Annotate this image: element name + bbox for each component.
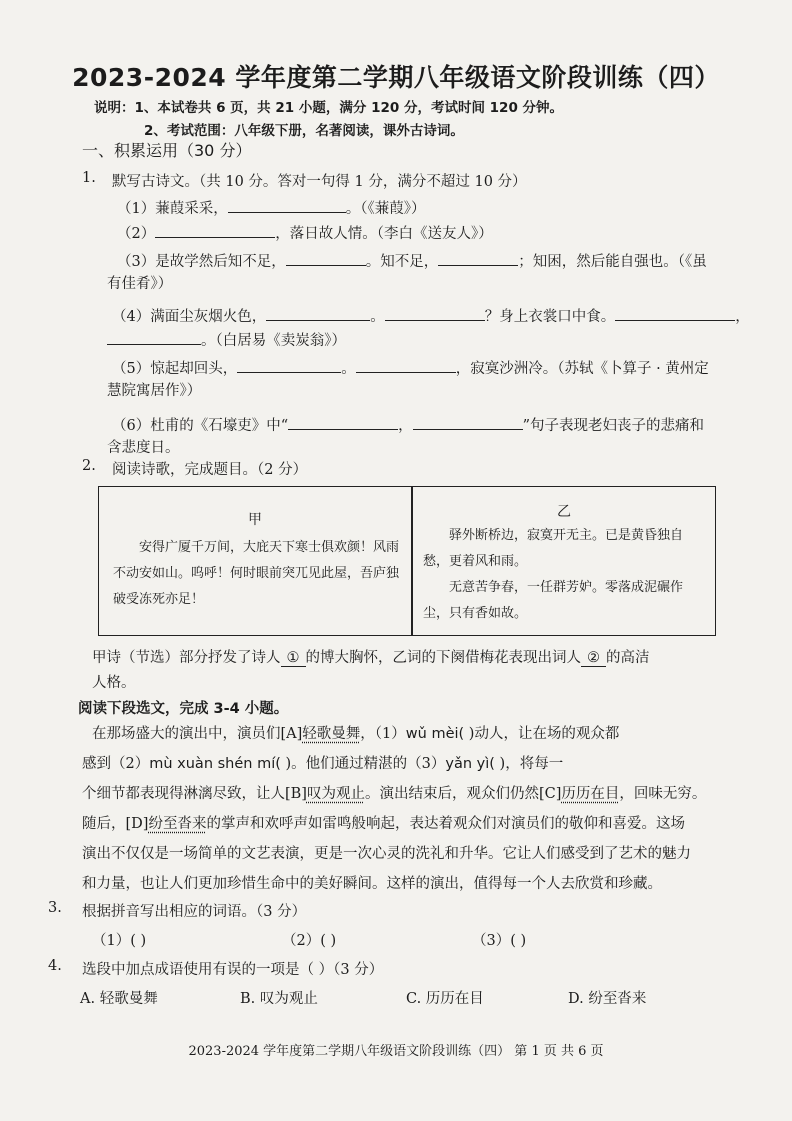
q1-item-6-cont: 含悲度日。	[107, 440, 180, 456]
poem-yi-text-2: 无意苦争春，一任群芳妒。零落成泥碾作尘，只有香如故。	[423, 580, 684, 621]
section-heading-1: 一、积累运用（30 分）	[82, 141, 252, 160]
answer-blank[interactable]	[385, 306, 485, 321]
poem-jia-label: 甲	[248, 512, 262, 528]
answer-blank[interactable]	[356, 358, 456, 373]
question-number-2: 2.	[82, 458, 96, 474]
q3-answer-1[interactable]: （1）( )	[92, 933, 147, 949]
question-number-4: 4.	[48, 958, 62, 974]
passage-heading: 阅读下段选文，完成 3-4 小题。	[78, 701, 289, 717]
q1-item-4-cont: 。（白居易《卖炭翁》）	[107, 329, 346, 350]
question-number-1: 1.	[82, 170, 96, 186]
q1-item-1: （1）蒹葭采采， 。（《蒹葭》）	[117, 197, 425, 218]
poem-yi-text-1: 驿外断桥边，寂寞开无主。已是黄昏独自愁，更着风和雨。	[423, 528, 684, 569]
poem-yi	[413, 487, 715, 635]
answer-blank[interactable]	[237, 358, 341, 373]
answer-blank-1[interactable]: ①	[281, 650, 306, 667]
question-3-stem: 根据拼音写出相应的词语。（3 分）	[82, 904, 307, 920]
q4-option-b[interactable]: B. 叹为观止	[240, 991, 318, 1007]
answer-blank[interactable]	[155, 223, 275, 238]
passage-line-5: 演出不仅仅是一场简单的文艺表演，更是一次心灵的洗礼和升华。它让人们感受到了艺术的魅力	[82, 846, 691, 862]
q1-item-5: （5）惊起却回头， 。 ，寂寞沙洲冷。（苏轼《卜算子 · 黄州定	[112, 357, 709, 378]
exam-title: 2023-2024 学年度第二学期八年级语文阶段训练（四）	[72, 63, 720, 92]
poem-table	[98, 486, 716, 636]
q2-prompt: 甲诗（节选）部分抒发了诗人 ① 的博大胸怀，乙词的下阕借梅花表现出词人 ② 的高洁	[92, 650, 650, 666]
answer-blank[interactable]	[266, 306, 370, 321]
q1-item-4: （4）满面尘灰烟火色， 。 ？身上衣裳口中食。 ，	[112, 305, 750, 326]
passage-line-2: 感到（2）mù xuàn shén mí( )。他们通过精湛的（3）yǎn yì( )，将每一	[82, 756, 564, 772]
q1-item-6: （6）杜甫的《石壕吏》中“ ， ”句子表现老妇丧子的悲痛和	[112, 414, 704, 435]
q1-item-3: （3）是故学然后知不足， 。知不足， ；知困，然后能自强也。（《虽	[117, 250, 707, 271]
answer-blank[interactable]	[438, 251, 518, 266]
q3-answer-3[interactable]: （3）( )	[472, 933, 527, 949]
question-1-stem: 默写古诗文。（共 10 分。答对一句得 1 分，满分不超过 10 分）	[112, 174, 527, 190]
question-4-stem: 选段中加点成语使用有误的一项是（ ）（3 分）	[82, 962, 384, 978]
answer-blank[interactable]	[107, 330, 201, 345]
page-footer: 2023-2024 学年度第二学期八年级语文阶段训练（四） 第 1 页 共 6 页	[188, 1044, 604, 1059]
instructions-line-2: 2、考试范围：八年级下册，名著阅读，课外古诗词。	[144, 123, 464, 139]
passage-line-4: 随后，[D]纷至沓来的掌声和欢呼声如雷鸣般响起，表达着观众们对演员们的敬仰和喜爱。这场	[82, 816, 685, 832]
q2-prompt-cont: 人格。	[92, 675, 136, 691]
q1-item-2: （2） ，落日故人情。（李白《送友人》）	[117, 222, 493, 243]
question-number-3: 3.	[48, 900, 62, 916]
answer-blank[interactable]	[228, 198, 346, 213]
poem-jia-text: 安得广厦千万间，大庇天下寒士俱欢颜！风雨不动安如山。呜呼！何时眼前突兀见此屋，吾庐独破受冻死亦足！	[113, 540, 400, 607]
passage-line-6: 和力量，也让人们更加珍惜生命中的美好瞬间。这样的演出，值得每一个人去欣赏和珍藏。	[82, 876, 662, 892]
question-2-stem: 阅读诗歌，完成题目。（2 分）	[112, 462, 308, 478]
q4-option-d[interactable]: D. 纷至沓来	[568, 991, 647, 1007]
answer-blank[interactable]	[615, 306, 735, 321]
q4-option-a[interactable]: A. 轻歌曼舞	[80, 991, 158, 1007]
passage-line-3: 个细节都表现得淋漓尽致，让人[B]叹为观止。演出结束后，观众们仍然[C]历历在目，回味无穷。	[82, 786, 707, 802]
answer-blank[interactable]	[288, 415, 398, 430]
passage-line-1: 在那场盛大的演出中，演员们[A]轻歌曼舞，（1）wǔ mèi( )动人，让在场的观众都	[92, 726, 620, 742]
poem-yi-label: 乙	[557, 504, 571, 520]
q3-answer-2[interactable]: （2）( )	[282, 933, 337, 949]
q4-option-c[interactable]: C. 历历在目	[406, 991, 484, 1007]
q1-item-3-cont: 有佳肴》）	[107, 276, 173, 292]
instructions-line-1: 说明：1、本试卷共 6 页，共 21 小题，满分 120 分，考试时间 120 分钟。	[94, 100, 564, 116]
answer-blank[interactable]	[286, 251, 366, 266]
answer-blank-2[interactable]: ②	[581, 650, 606, 667]
answer-blank[interactable]	[413, 415, 523, 430]
q1-item-5-cont: 慧院寓居作》）	[107, 383, 202, 399]
poem-jia	[99, 487, 411, 635]
